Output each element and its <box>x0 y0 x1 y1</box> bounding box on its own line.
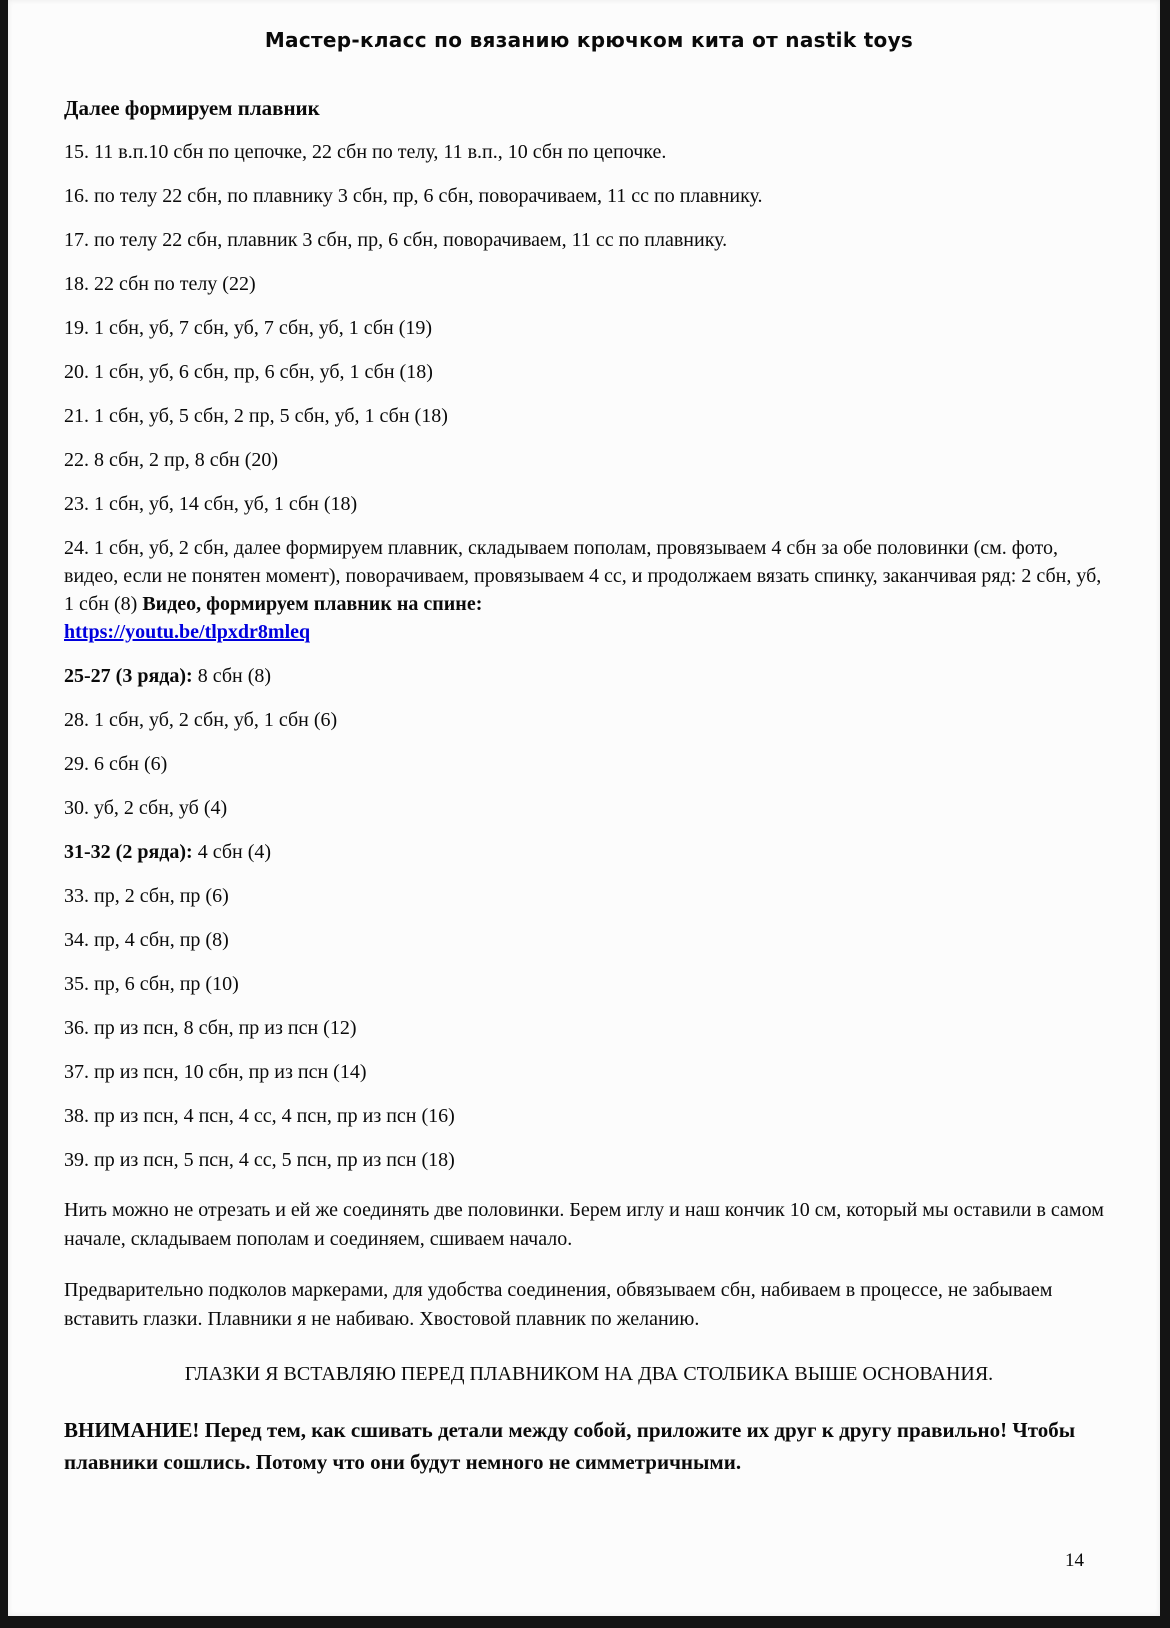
step-text: 38. пр из псн, 4 псн, 4 сс, 4 псн, пр из псн (16) <box>64 1105 455 1127</box>
step-item <box>64 226 1114 254</box>
step-item <box>64 838 1114 866</box>
step-text: 4 сбн (4) <box>192 841 272 863</box>
step-text: 20. 1 сбн, уб, 6 сбн, пр, 6 сбн, уб, 1 сбн (18) <box>64 361 433 383</box>
step-item <box>64 358 1114 386</box>
step-text: 34. пр, 4 сбн, пр (8) <box>64 929 229 951</box>
step-item <box>64 882 1114 910</box>
note-thread-paragraph: Нить можно не отрезать и ей же соединять две половинки. Берем иглу и наш кончик 10 см, который мы оставили в самом начале, складываем пополам и соединяем, сшиваем начало. <box>64 1199 1104 1250</box>
step-item <box>64 270 1114 298</box>
step-text: 21. 1 сбн, уб, 5 сбн, 2 пр, 5 сбн, уб, 1 сбн (18) <box>64 405 448 427</box>
step-text: 23. 1 сбн, уб, 14 сбн, уб, 1 сбн (18) <box>64 493 358 515</box>
step-text: 30. уб, 2 сбн, уб (4) <box>64 797 228 819</box>
step-item <box>64 750 1114 778</box>
step-text: 36. пр из псн, 8 сбн, пр из псн (12) <box>64 1017 357 1039</box>
note-markers-paragraph: Предварительно подколов маркерами, для удобства соединения, обвязываем сбн, набиваем в процессе, не забываем вставить глазки. Плавники я не набиваю. Хвостовой плавник по желанию. <box>64 1279 1053 1330</box>
step-item <box>64 490 1114 518</box>
page-content <box>8 0 1160 1478</box>
step-bold-note: Видео, формируем плавник на спине: <box>142 593 483 615</box>
step-text: 17. по телу 22 сбн, плавник 3 сбн, пр, 6 сбн, поворачиваем, 11 сс по плавнику. <box>64 229 728 251</box>
video-link[interactable]: https://youtu.be/tlpxdr8mleq <box>64 621 311 643</box>
page-number: 14 <box>1065 1550 1084 1571</box>
step-text: 15. 11 в.п.10 сбн по цепочке, 22 сбн по телу, 11 в.п., 10 сбн по цепочке. <box>64 141 667 163</box>
step-text: 37. пр из псн, 10 сбн, пр из псн (14) <box>64 1061 367 1083</box>
step-text: 18. 22 сбн по телу (22) <box>64 273 256 295</box>
step-text: 19. 1 сбн, уб, 7 сбн, уб, 7 сбн, уб, 1 сбн (19) <box>64 317 433 339</box>
note-warning: ВНИМАНИЕ! Перед тем, как сшивать детали между собой, приложите их друг к другу правильно! Чтобы плавники сошлись. Потому что они будут немного не симметричными. <box>64 1418 1076 1474</box>
step-item <box>64 706 1114 734</box>
step-item <box>64 1146 1114 1174</box>
step-text: 8 сбн (8) <box>192 665 272 687</box>
step-item <box>64 1102 1114 1130</box>
step-item <box>64 534 1114 646</box>
step-text: 33. пр, 2 сбн, пр (6) <box>64 885 229 907</box>
step-item <box>64 662 1114 690</box>
step-text: 39. пр из псн, 5 псн, 4 сс, 5 псн, пр из псн (18) <box>64 1149 455 1171</box>
step-item <box>64 926 1114 954</box>
section-heading: Далее формируем плавник <box>64 96 320 120</box>
step-item <box>64 402 1114 430</box>
step-item <box>64 970 1114 998</box>
step-text: 35. пр, 6 сбн, пр (10) <box>64 973 239 995</box>
step-item <box>64 138 1114 166</box>
note-eyes-placement: ГЛАЗКИ Я ВСТАВЛЯЮ ПЕРЕД ПЛАВНИКОМ НА ДВА СТОЛБИКА ВЫШЕ ОСНОВАНИЯ. <box>184 1363 994 1385</box>
step-text: 16. по телу 22 сбн, по плавнику 3 сбн, пр, 6 сбн, поворачиваем, 11 сс по плавнику. <box>64 185 763 207</box>
step-item <box>64 446 1114 474</box>
step-row-label: 31-32 (2 ряда): <box>64 841 193 863</box>
step-item <box>64 1058 1114 1086</box>
step-item <box>64 182 1114 210</box>
step-item <box>64 314 1114 342</box>
page-title: Мастер-класс по вязанию крючком кита от nastik toys <box>264 28 914 52</box>
step-item <box>64 794 1114 822</box>
steps-list <box>64 138 1114 1174</box>
step-text: 24. 1 сбн, уб, 2 сбн, далее формируем плавник, складываем пополам, провязываем 4 сбн за обе половинки (см. фото, видео, если не понятен момент), поворачиваем, провязываем 4 сс, и продолжаем вязать спинку, заканчивая ряд: 2 сбн, уб, 1 сбн (8) <box>64 537 1102 615</box>
step-text: 29. 6 сбн (6) <box>64 753 168 775</box>
step-text: 28. 1 сбн, уб, 2 сбн, уб, 1 сбн (6) <box>64 709 338 731</box>
document-page <box>8 0 1160 1616</box>
step-row-label: 25-27 (3 ряда): <box>64 665 193 687</box>
step-text: 22. 8 сбн, 2 пр, 8 сбн (20) <box>64 449 279 471</box>
step-item <box>64 1014 1114 1042</box>
